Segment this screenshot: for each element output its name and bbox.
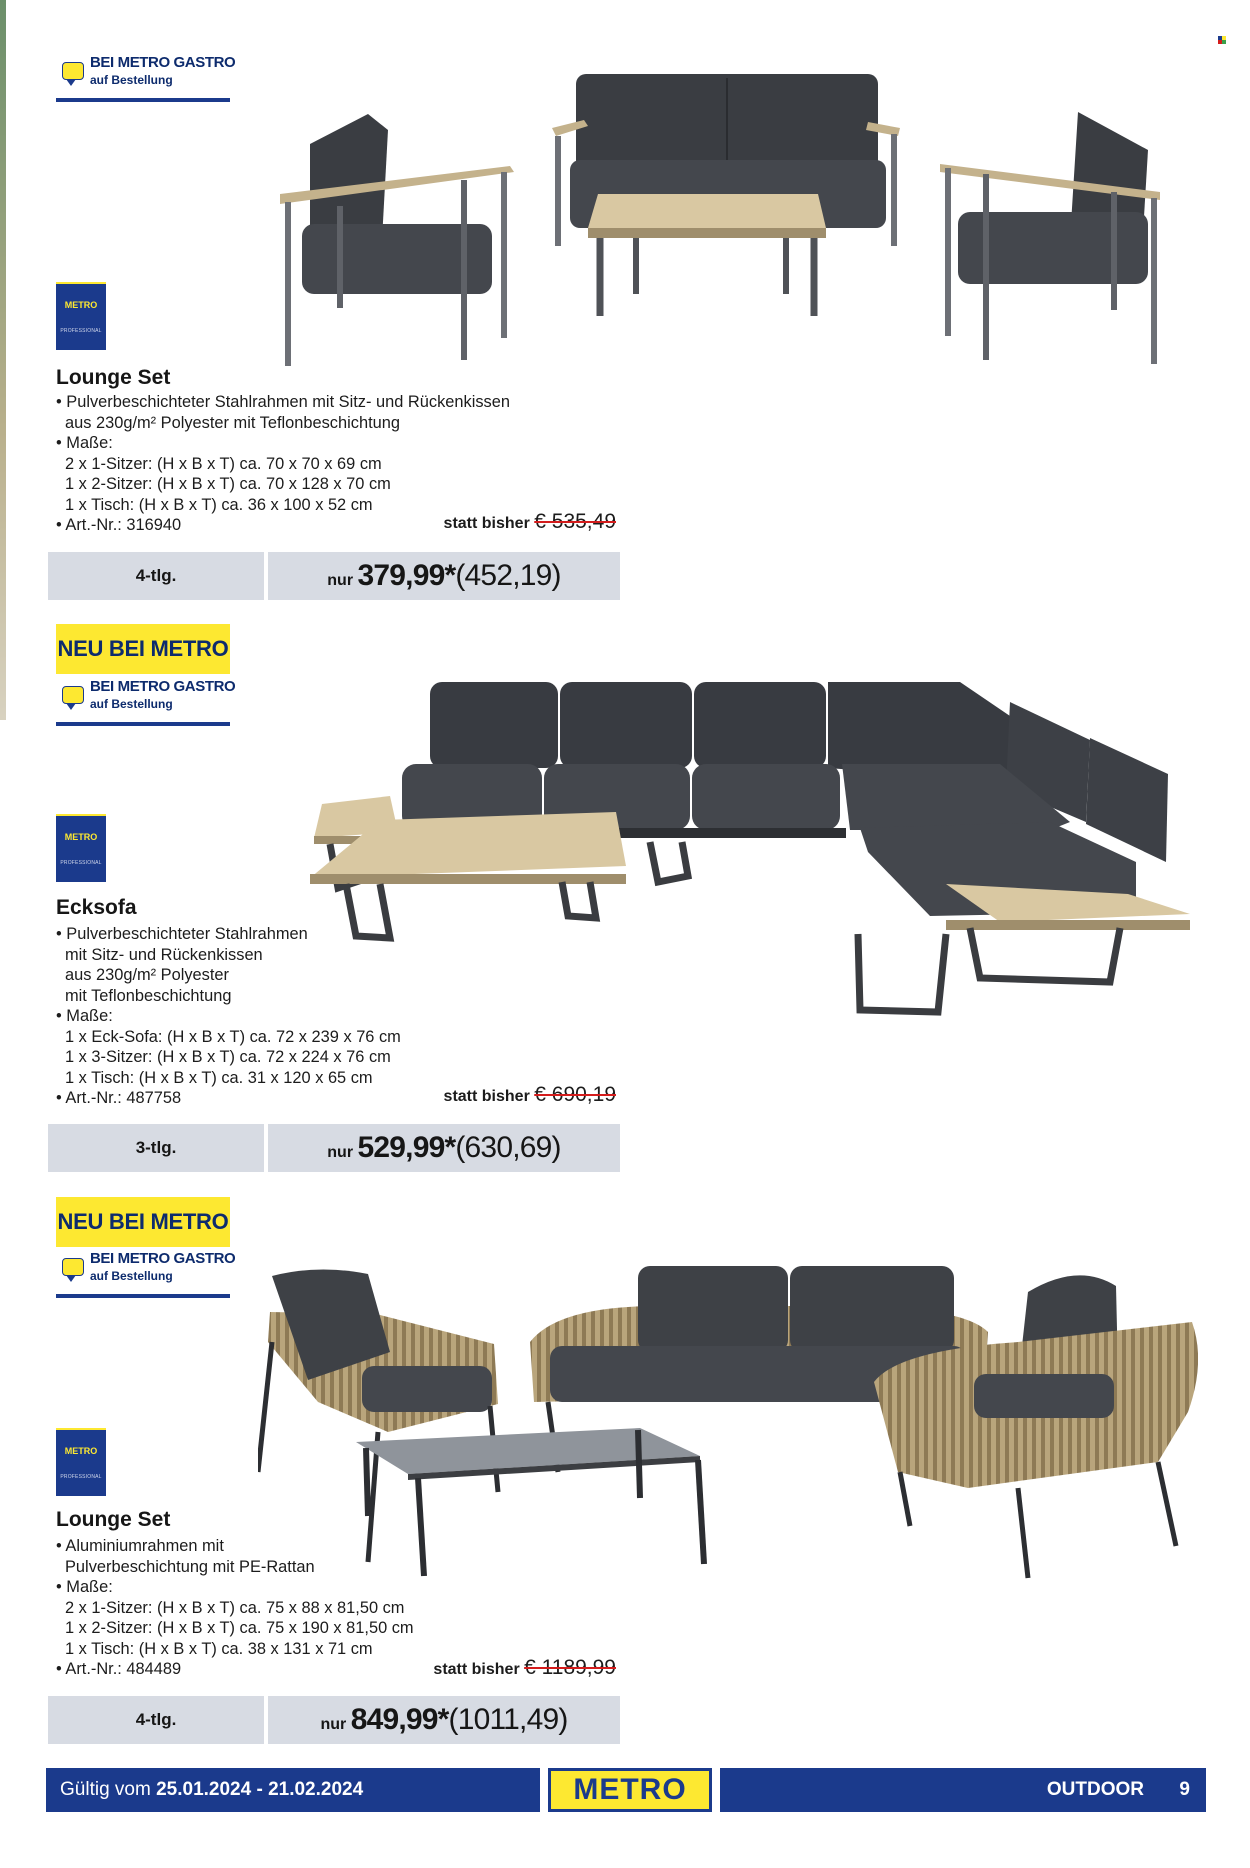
gastro-brand: METRO GASTRO [117, 1250, 236, 1267]
product-title: Lounge Set [56, 366, 171, 389]
previous-price [420, 1083, 616, 1107]
price: 849,99* [350, 1703, 449, 1736]
price: 529,99* [357, 1131, 456, 1164]
price-bar [268, 552, 620, 600]
armchair-right [940, 112, 1160, 364]
desc-line: 2 x 1-Sitzer: (H x B x T) ca. 70 x 70 x 69 cm [65, 454, 382, 473]
gastro-sub: auf Bestellung [90, 697, 173, 711]
gastro-brand: METRO GASTRO [117, 678, 236, 695]
corner-color-mark [1218, 36, 1226, 44]
desc-line: • Pulverbeschichteter Stahlrahmen mit Sitz- und Rückenkissen [56, 393, 510, 411]
old-price: € 690,19 [534, 1083, 616, 1106]
metro-professional-logo [56, 814, 106, 882]
gastro-prefix: BEI [90, 54, 114, 71]
price-net: (1011,49) [448, 1703, 568, 1736]
previous-price [420, 510, 616, 534]
speech-bubble-icon [62, 686, 84, 704]
statt-label: statt bisher [433, 1661, 520, 1678]
desc-line: Pulverbeschichtung mit PE-Rattan [65, 1557, 315, 1576]
section-info [720, 1768, 1206, 1812]
gastro-badge [56, 1244, 236, 1298]
nur-label: nur [320, 1716, 347, 1733]
brand-tile-top: METRO [64, 300, 98, 310]
metro-professional-logo [56, 1428, 106, 1496]
price-net: (452,19) [455, 559, 561, 592]
desc-line: 1 x Tisch: (H x B x T) ca. 38 x 131 x 71 cm [65, 1639, 373, 1658]
gastro-sub: auf Bestellung [90, 73, 173, 87]
desc-line: aus 230g/m² Polyester [65, 966, 229, 984]
neu-bei-metro-badge: NEU BEI METRO [56, 1197, 230, 1247]
neu-bei-metro-badge: NEU BEI METRO [56, 624, 230, 674]
brand-tile-top: METRO [64, 1446, 98, 1456]
desc-line: • Art.-Nr.: 487758 [56, 1089, 182, 1107]
lounge-set-steel-illustration [258, 60, 1198, 380]
statt-label: statt bisher [443, 1088, 530, 1105]
edge-photo-strip [0, 0, 6, 720]
price-net: (630,69) [455, 1131, 561, 1164]
price-bar [268, 1124, 620, 1172]
desc-line: 2 x 1-Sitzer: (H x B x T) ca. 75 x 88 x 81,50 cm [65, 1598, 405, 1617]
desc-line: • Art.-Nr.: 316940 [56, 516, 182, 534]
previous-price [420, 1656, 616, 1680]
gastro-prefix: BEI [90, 678, 114, 695]
desc-line: • Maße: [56, 434, 113, 452]
brand-tile-bottom: PROFESSIONAL [60, 1474, 102, 1480]
footer-bar [46, 1768, 1206, 1812]
desc-line: mit Teflonbeschichtung [65, 986, 232, 1005]
desc-line: • Maße: [56, 1007, 113, 1025]
desc-line: aus 230g/m² Polyester mit Teflonbeschichtung [65, 413, 400, 432]
section-name: OUTDOOR [1046, 1779, 1144, 1800]
desc-line: 1 x Tisch: (H x B x T) ca. 31 x 120 x 65 cm [65, 1068, 373, 1087]
coffee-table [588, 194, 826, 316]
gastro-prefix: BEI [90, 1250, 114, 1267]
nur-label: nur [327, 1144, 354, 1161]
desc-line: 1 x 2-Sitzer: (H x B x T) ca. 70 x 128 x 70 cm [65, 475, 391, 493]
gastro-brand: METRO GASTRO [117, 54, 236, 71]
price-bar [268, 1696, 620, 1744]
nur-label: nur [327, 572, 354, 589]
old-price: € 1189,99 [524, 1656, 616, 1679]
validity-period [46, 1768, 540, 1812]
desc-line: • Art.-Nr.: 484489 [56, 1660, 182, 1678]
product-title: Ecksofa [56, 896, 137, 919]
old-price: € 535,49 [534, 510, 616, 533]
metro-logo: METRO [548, 1768, 712, 1812]
valid-label: Gültig vom [60, 1779, 151, 1800]
desc-line: • Aluminiumrahmen mit [56, 1537, 224, 1555]
product-description [56, 924, 616, 1109]
desc-line: mit Sitz- und Rückenkissen [65, 945, 263, 964]
desc-line: • Pulverbeschichteter Stahlrahmen [56, 925, 308, 943]
valid-range: 25.01.2024 - 21.02.2024 [156, 1779, 364, 1800]
desc-line: 1 x Eck-Sofa: (H x B x T) ca. 72 x 239 x 76 cm [65, 1027, 401, 1046]
desc-line: 1 x Tisch: (H x B x T) ca. 36 x 100 x 52 cm [65, 495, 373, 514]
speech-bubble-icon [62, 62, 84, 80]
speech-bubble-icon [62, 1258, 84, 1276]
gastro-badge [56, 48, 236, 102]
side-table-right [946, 884, 1190, 982]
pieces-count: 4-tlg. [48, 1696, 264, 1744]
pieces-count: 4-tlg. [48, 552, 264, 600]
desc-line: 1 x 3-Sitzer: (H x B x T) ca. 72 x 224 x 76 cm [65, 1048, 391, 1066]
gastro-sub: auf Bestellung [90, 1269, 173, 1283]
statt-label: statt bisher [443, 515, 530, 532]
brand-tile-bottom: PROFESSIONAL [60, 860, 102, 866]
desc-line: • Maße: [56, 1578, 113, 1596]
brand-tile-bottom: PROFESSIONAL [60, 328, 102, 334]
desc-line: 1 x 2-Sitzer: (H x B x T) ca. 75 x 190 x 81,50 cm [65, 1619, 414, 1637]
metro-professional-logo [56, 282, 106, 350]
product-title: Lounge Set [56, 1508, 171, 1531]
armchair-left [280, 114, 514, 366]
pieces-count: 3-tlg. [48, 1124, 264, 1172]
rattan-armchair-left [258, 1269, 498, 1562]
price: 379,99* [357, 559, 456, 592]
gastro-badge [56, 672, 236, 726]
brand-tile-top: METRO [64, 832, 98, 842]
page-number: 9 [1179, 1779, 1190, 1800]
